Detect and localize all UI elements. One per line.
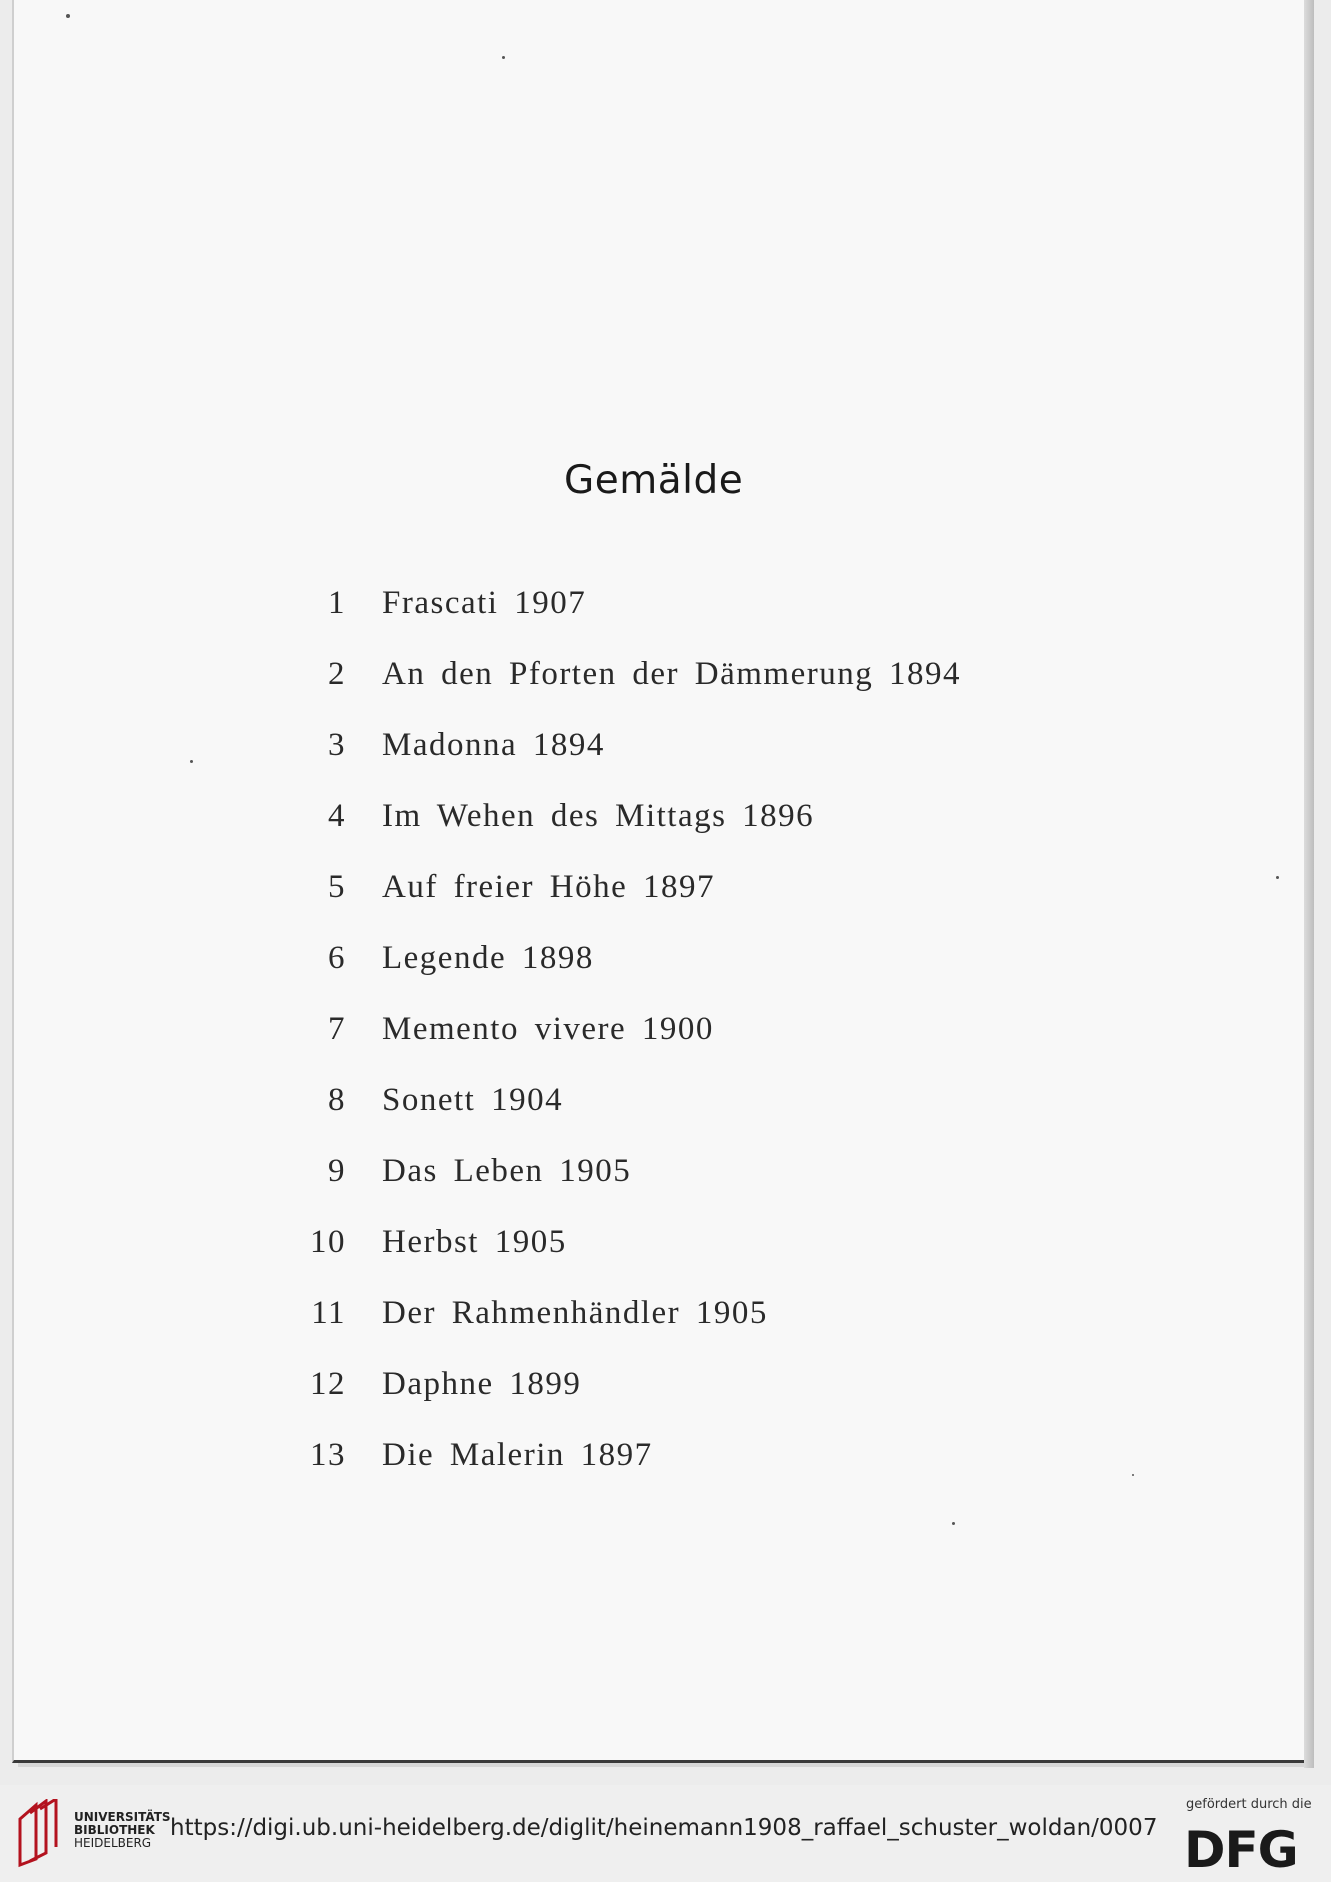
list-item <box>290 1082 961 1153</box>
list-item <box>290 1011 961 1082</box>
library-name-line2: BIBLIOTHEK <box>74 1823 155 1837</box>
library-name-line1: UNIVERSITÄTS <box>74 1810 171 1824</box>
entry-title: Im Wehen des Mittags 1896 <box>382 798 815 834</box>
entry-title: Memento vivere 1900 <box>382 1011 714 1047</box>
entry-number: 2 <box>328 656 346 692</box>
entry-title: Herbst 1905 <box>382 1224 567 1260</box>
entry-title: Legende 1898 <box>382 940 594 976</box>
permalink-url[interactable]: https://digi.ub.uni-heidelberg.de/diglit/heinemann1908_raffael_schuster_woldan/0007 <box>170 1815 1158 1841</box>
entry-title: An den Pforten der Dämmerung 1894 <box>382 656 961 692</box>
entry-title: Die Malerin 1897 <box>382 1437 653 1473</box>
list-item <box>290 1153 961 1224</box>
entry-number: 8 <box>328 1082 346 1118</box>
entry-title: Das Leben 1905 <box>382 1153 632 1189</box>
entry-number: 11 <box>311 1295 346 1331</box>
library-name[interactable] <box>74 1811 171 1850</box>
entry-title: Der Rahmenhändler 1905 <box>382 1295 768 1331</box>
list-item <box>290 656 961 727</box>
page-edge <box>1304 0 1314 1768</box>
entry-title: Madonna 1894 <box>382 727 605 763</box>
list-item <box>290 869 961 940</box>
list-item <box>290 940 961 1011</box>
entry-title: Auf freier Höhe 1897 <box>382 869 715 905</box>
entry-number: 6 <box>328 940 346 976</box>
entry-number: 10 <box>310 1224 346 1260</box>
entry-number: 7 <box>328 1011 346 1047</box>
footer-bar <box>0 1785 1331 1882</box>
entry-title: Frascati 1907 <box>382 585 587 621</box>
entry-number: 4 <box>328 798 346 834</box>
list-item <box>290 1224 961 1295</box>
list-item <box>290 798 961 869</box>
paintings-list <box>290 585 961 1508</box>
entry-number: 13 <box>310 1437 346 1473</box>
dfg-logo[interactable]: DFG <box>1184 1821 1298 1879</box>
library-name-line3: HEIDELBERG <box>74 1836 152 1850</box>
page-title: Gemälde <box>564 458 744 503</box>
entry-number: 5 <box>328 869 346 905</box>
list-item <box>290 1366 961 1437</box>
entry-number: 9 <box>328 1153 346 1189</box>
entry-number: 1 <box>328 585 346 621</box>
list-item <box>290 1295 961 1366</box>
list-item <box>290 585 961 656</box>
entry-number: 3 <box>328 727 346 763</box>
list-item <box>290 727 961 798</box>
entry-title: Sonett 1904 <box>382 1082 564 1118</box>
entry-number: 12 <box>310 1366 346 1402</box>
entry-title: Daphne 1899 <box>382 1366 582 1402</box>
university-library-logo-icon[interactable] <box>16 1799 66 1869</box>
funding-label: gefördert durch die <box>1186 1797 1312 1812</box>
list-item <box>290 1437 961 1508</box>
